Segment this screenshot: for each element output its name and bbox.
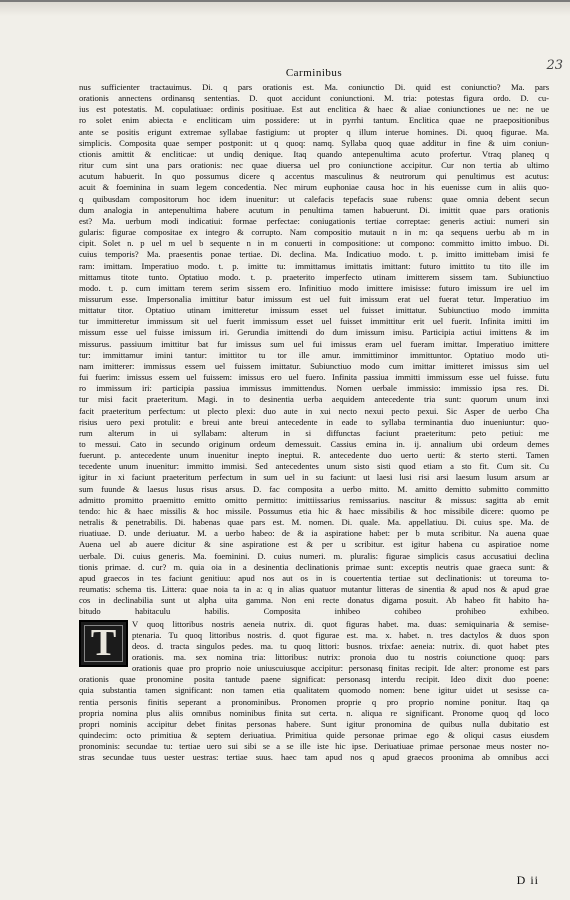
text-line: Auena uel ab auere dicitur & sine aspiratione est & per u scribitur. est igitur habena cu aspiratioe nome: [79, 539, 549, 550]
text-line: cos in declinabilia sunt ut alpha uita gamma. Non eni recte donatus digama posuit. Ab habeo fit habito ha-: [79, 595, 549, 606]
text-line: deos. d. tracta singulos pedes. ma. tu quoq littori: busnos. trixfae: aeneia: nutrix. di. quot habet ptes: [132, 640, 549, 651]
text-line: reumatis: schema tis. Littera: quae noia ta in a: q in alias quatuor mutantur litteras de sinentia & apud nos & apud grae: [79, 584, 549, 595]
text-line: missurus. passiuum imittitur bat fur imissus sum uel fui imissus eram uel fueram imittar. Imperatiuo imittere: [79, 338, 549, 349]
signature-mark: D ii: [516, 873, 539, 887]
text-line: missurum esse. Impersonalia imittitur batur imissum est uel fuit imissum erat uel fuerat tetur. Imperatiuo im: [79, 293, 549, 304]
text-line: ritur cum sint una pars orationis: nec quae diuersa uel pro coniunctione accipitur. Cur non tertia ab ultimo: [79, 160, 549, 171]
text-line: tur: immittamur imini tantur: imittitor tu tor ille amur. immittiminor immittuntor. Optatiuo modo uti-: [79, 349, 549, 360]
text-line: facit praeteritum perfectum: ut plecto plexi: duo aute in xui necto nexui pecto pexui. Sic Asper de uerbo Cha: [79, 405, 549, 416]
text-line: cipit. Solet n. p uel m uel b sequente n in m conuerti in compositione: ut compono: committo imitto imbuo. Di.: [79, 238, 549, 249]
text-line: fui fuerim: imissus essem uel fuissem: imissus ero uel fuero. Infinita passiua immitti immissum esse uel fuisse. futu: [79, 372, 549, 383]
text-line: nam imitterer: immissus essem uel fuissem imittatur. Subiunctiuo modo cum imittar imitteret imissus sim uel: [79, 360, 549, 371]
text-line: rum alterum in ui syllabam: alterum in si diffunctas faciunt praeteritum: peto petiui: me: [79, 427, 549, 438]
text-block: [79, 82, 549, 764]
text-line: ro solet enim abiecta e encliticam uim possidere: ut in pyrrhi tantum. Enclitica quae ne praepositionibus: [79, 115, 549, 126]
text-line: uerbale. Di. cuius generis. Ma. foeminini. D. cuius numeri. m. pluralis: figurae simplicis casus accusatiui declina: [79, 550, 549, 561]
paragraph-two: [79, 619, 549, 764]
text-line: pronominis: secundae tu: tertiae uero sui sibi se a se ille iste hic ipse. Deriuatiuae primae personae meus noster no-: [79, 741, 549, 752]
text-line: to messui. Cato in secundo originum ordeum demessuit. Cassius emina in. ij. annalium ubi ordeum demes: [79, 439, 549, 449]
text-line: bitudo habitaculu habilis. Composita inhibeo cohibeo prohibeo exhibeo.: [79, 606, 549, 617]
text-line: orationis quae pro proprio noie uniuscuiusque accipitur: personasq finitas recipit. Ide alter: pronome est pars: [132, 663, 549, 674]
text-line: admitto promitto praemitto emitto omitto permitto: imittiissarius remissarius. nascitur & missus: sagitta ab emit: [79, 494, 549, 505]
text-line: missum esse uel fuisse imissum iri. Gerundia imittendi do dum imissum imisu. Participia actiui imittens & im: [79, 327, 549, 338]
text-line: tur misi facit praeteritum. Magi. in to desinentia uerba aequidem antecedente tria sunt: quorum unum inxi: [79, 394, 549, 405]
text-line: tecedente unum inuenitur: immitto immisi. Sed antecedentes unum sisto sisti quod etiam a sto fit. Cum sit. Cu: [79, 461, 549, 472]
text-line: ptenaria. Tu quoq littoribus nostris. d. quot figurae est. ma. x. habet. n. tres dactylos & duos spon: [132, 629, 549, 640]
text-line: propri nominis accipitur debet finitas personas habere. Sunt igitur pronomina de quibus nulla dubitatio est: [79, 718, 549, 729]
text-line: tendo: hic & haec missilis & hoc missile. Possumus etia hic & haec missibilis & hoc missibile dicere: quomo pe: [79, 505, 549, 516]
text-line: acutum habuerit. In quo possumus dicere q accentus masculinus & neutrorum qui penultimus est acutus:: [79, 171, 549, 182]
text-line: ram: imittam. Imperatiuo modo. t. p. imitte tu: immittamus imittatis imittant: futuro imittito tu tito ille im: [79, 260, 549, 271]
text-line: q quibusdam compositorum hoc idem inuenitur: ut calefacis tepefacis suae rubens: quae omnia debent secun: [79, 193, 549, 204]
paragraph-one: [79, 82, 549, 618]
text-line: orationis annectens ordinansq sententias. D. quot accidunt coniunctioni. M. tria: potestas figura ordo. D. cu-: [79, 93, 549, 104]
text-line: gularis: figurae compositae ex integro & corrupto. Nam compositio mutauit n in m: qa sequens uerbu ab m in: [79, 227, 549, 238]
decorated-initial-letter: T: [79, 620, 128, 667]
text-line: tionis primae. d. cur? m. quia oia in a desinentia declinationis primae sunt: exceptis neutris quae graeca sunt: &: [79, 561, 549, 572]
text-line: quia substantia tamen significant: non tamen etia qualitatem quomodo nomen: bene igitur uidet ut sesisse ca-: [79, 685, 549, 696]
text-line: igitur in xi faciunt praeteritum perfectum in sum uel in su faciunt: ut laesi lusi risi arsi laesum lusum arsum ar: [79, 472, 549, 483]
text-line: tur immitteretur immissum sit uel fuerit immissum esset uel fuisset immittitur erit uel fuerit. Infinita imitti im: [79, 316, 549, 327]
text-line: simplicis. Composita quae semper postponit: ut q quoq: namq. Syllaba quoq quae additur in fine & uim coniun-: [79, 137, 549, 148]
text-line: propria nomina plus aliis omnibus nominibus finita sut certa. n. aliqua re significant. Pronome quoq qd loco: [79, 707, 549, 718]
text-line: netralis & penetrabilis. Di. habenas quae pars est. M. nomen. Di. quale. Ma. appellatiuu. Di. cuius spe. Ma. de: [79, 517, 549, 528]
text-line: modo. t. p. cum imittam terem serim sissem ero. Infinitiuo modo imittere imisisse: futuro imissum ire uel im: [79, 282, 549, 293]
text-line: cuius temporis? Ma. praesentis ponae tertiae. Di. declina. Ma. Indicatiuo modo. t. p. imitto imittebam imisi fe: [79, 249, 549, 260]
text-line: ante se positis erigunt extremae syllabae fastigium: ut propter q illum interue homines. Di. quoq figurae. Ma.: [79, 126, 549, 137]
text-line: ius est potestatis. M. copulatiuae: ordinis positiuae. Est aut enclitica & haec & aliae coniunctiones ue ne: ne ue: [79, 104, 549, 115]
text-line: fuerunt. p. antecedente unum inuenitur inepto ineptui. R. antecedente duo uerto uerti: & sterto sterti. Tamen: [79, 450, 549, 461]
top-edge-rule: [0, 0, 570, 16]
text-line: dum analogia in antepenultima habere acutum in penultima tamen habuerunt. Di. imittit quae pars orationis: [79, 204, 549, 215]
running-head: Carminibus: [285, 67, 343, 79]
text-line: mittatur titor. Optatiuo utinam imitteretur imissum esset uel fuisset imittatur. Subiunctiuo modo immitta: [79, 305, 549, 316]
text-line: stras secundae tuus uester uestras: tertiae suus. haec tam apud nos q apud graecos proonima ab omnibus acci: [79, 752, 549, 763]
book-page: [79, 20, 563, 892]
text-line: nus sufficienter tractauimus. Di. q pars orationis est. Ma. coniunctio Di. quid est coniunctio? Ma. pars: [79, 82, 549, 92]
handwritten-folio-number: 23: [546, 58, 563, 73]
text-line: sum fuunde & laesus lusus risus arsus. D. fac composita a uerbo mitto. M. amitto demitto submitto committo: [79, 483, 549, 494]
text-line: est? Ma. uerbum modi indicatiui: formae perfectae: coniugationis tertiae correptae: generis actiui: numeri sin: [79, 215, 549, 226]
text-line: orationis. ma. sex nomina tria: littoribus: nutrix: pronoia duo tu nostris coiunctione quoq: pars: [132, 651, 549, 662]
text-line: risius uero pexi protulit: e breui ante breui antecedente in eade to syllaba terminantia duo inueniuntur: quo-: [79, 416, 549, 427]
text-line: quindecim: octo primitiua & septem deriuatiua. Primitiua quide personae primae ego & oliqui casus eiusdem: [79, 730, 549, 741]
text-line: riuatiuae. D. unde deriuatur. M. a uerbo habeo: de & ia aspiratione habet: per b muta scribitur. Na auena quae: [79, 528, 549, 539]
text-line: ro immissum iri: participia passiua immissus immittendus. Nomen uerbale immissio: immissio ipsa res. Di.: [79, 383, 549, 394]
text-line: rentia personis finitis seperant a pronominibus. Pronomen proprie q pro proprio nomine ponitur. Itaq qa: [79, 696, 549, 707]
text-line: ctionis amittit & encliticae: ut undiq denique. Itaq quando antepenultima acuto profertur. Vtraq planeq q: [79, 148, 549, 159]
text-line: mittamus titote tunto. Optatiuo modo. t. p. praeterito imperfecto utinam imitterem sissem tam. Subiunctiuo: [79, 271, 549, 282]
text-line: apud graecos in tes faciunt genitiuu: apud nos aut os in is couertentia tertiae sut declinationis: ut toreuma to-: [79, 572, 549, 583]
text-line: orationis quae pronomine posita tantude paene significat: personasq interdu recipit. Ideo dixit duo poene:: [79, 674, 549, 685]
text-line: V quoq littoribus nostris aeneia nutrix. di. quot figuras habet. ma. duas: semiquinaria & semise-: [132, 618, 549, 629]
text-line: acuit & foeminina in suam legem concedentia. Nec mirum euphoniae causa hoc in his euenisse cum in aliis quo-: [79, 182, 549, 193]
